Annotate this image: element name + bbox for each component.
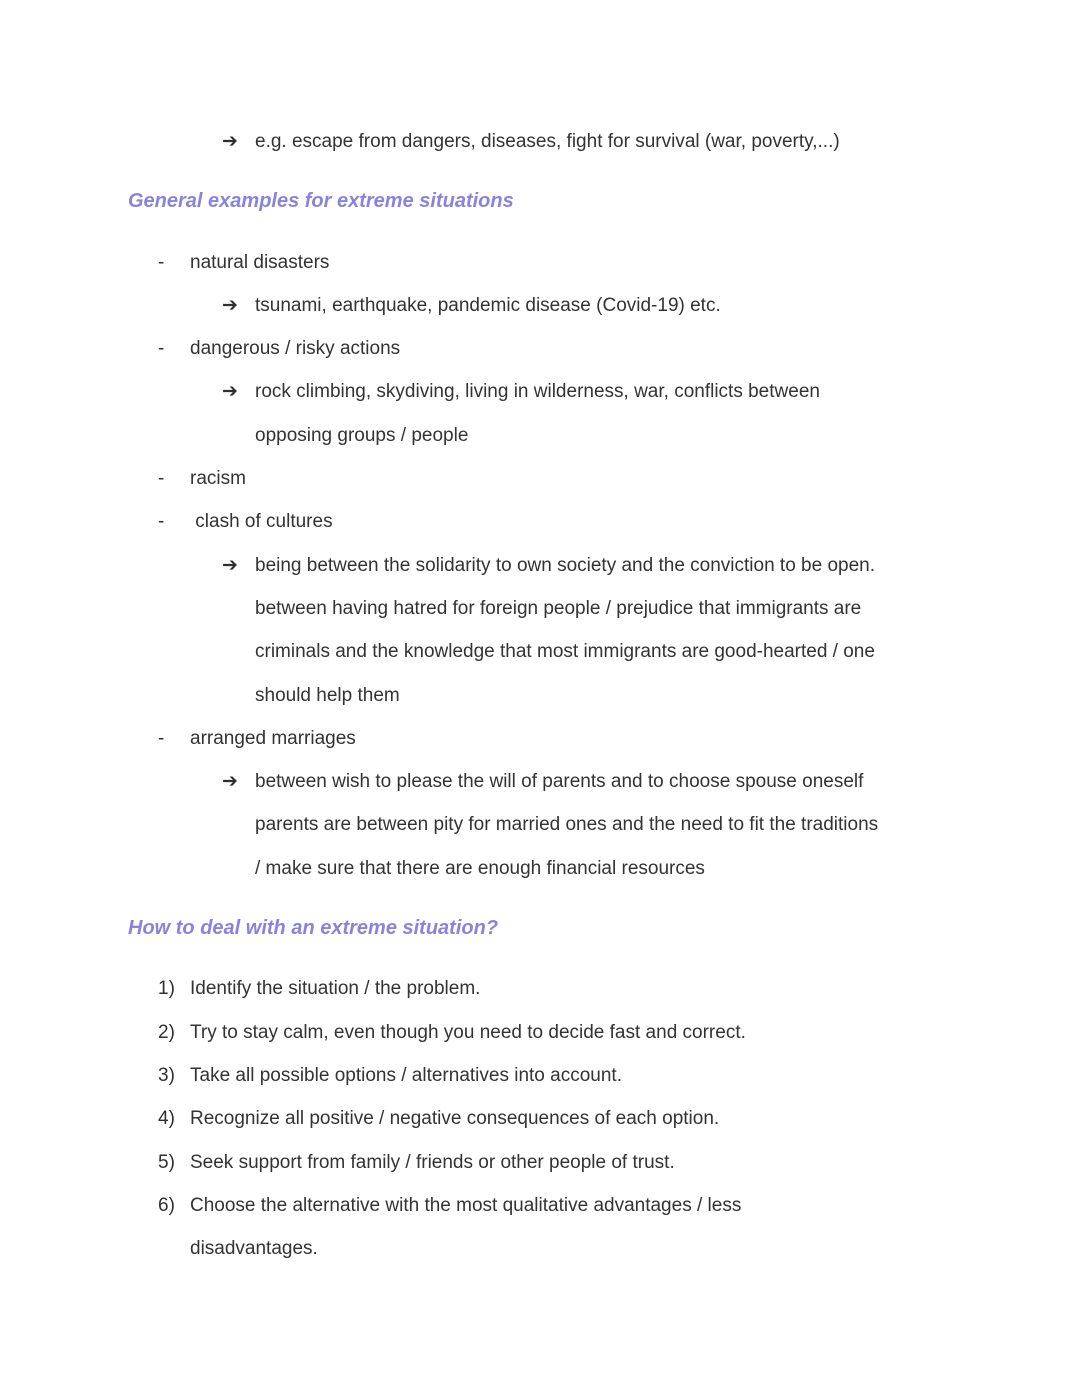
step-item [128,967,952,1010]
dash-bullet: - [158,468,165,490]
step-item [128,1184,952,1271]
list-item-racism [128,457,952,500]
list-item-dangerous-actions [128,327,952,370]
step-text: Recognize all positive / negative consequences of each option. [190,1108,720,1130]
detail-text: tsunami, earthquake, pandemic disease (Covid-19) etc. [255,294,721,316]
arrow-bullet-icon: ➔ [222,554,238,576]
step-text: Seek support from family / friends or other people of trust. [190,1151,675,1173]
list-item-natural-disasters [128,241,952,284]
list-item-arranged-marriages [128,717,952,760]
heading-general-examples: General examples for extreme situations [128,190,514,213]
intro-text: e.g. escape from dangers, diseases, fight for survival (war, poverty,...) [255,131,840,152]
step-number: 3) [158,1064,175,1086]
step-item [128,1011,952,1054]
intro-arrow-item [128,120,952,163]
detail-item [128,284,952,327]
arrow-bullet-icon: ➔ [222,381,238,403]
dash-bullet: - [158,338,165,360]
step-number: 6) [158,1194,175,1216]
step-number: 1) [158,978,175,1000]
list-item-clash-of-cultures [128,500,952,543]
item-label: dangerous / risky actions [190,338,401,360]
examples-list [128,241,952,890]
arrow-bullet-icon: ➔ [222,131,238,152]
arrow-bullet-icon: ➔ [222,771,238,793]
item-label: natural disasters [190,251,330,273]
step-number: 5) [158,1151,175,1173]
step-text: Try to stay calm, even though you need to decide fast and correct. [190,1021,746,1043]
item-label: arranged marriages [190,727,356,749]
arrow-bullet-icon: ➔ [222,294,238,316]
dash-bullet: - [158,251,165,273]
dash-bullet: - [158,511,165,533]
detail-text: between wish to please the will of parents and to choose spouse oneself parents are between pity for married ones and the need to fit the traditions / make sure that there are enough financial resources [255,771,884,879]
heading-how-to-deal: How to deal with an extreme situation? [128,917,499,940]
dash-bullet: - [158,727,165,749]
steps-list [128,967,952,1270]
step-text: Choose the alternative with the most qualitative advantages / less disadvantages. [190,1194,747,1260]
step-text: Take all possible options / alternatives into account. [190,1064,622,1086]
detail-item [128,760,952,890]
detail-text: rock climbing, skydiving, living in wilderness, war, conflicts between opposing groups / people [255,381,826,446]
detail-item [128,370,952,457]
step-item [128,1054,952,1097]
step-number: 4) [158,1108,175,1130]
step-item [128,1097,952,1140]
item-label: clash of cultures [190,511,333,533]
step-number: 2) [158,1021,175,1043]
detail-text: being between the solidarity to own society and the conviction to be open. between having hatred for foreign people / prejudice that immigrants are criminals and the knowledge that most immigrants are good-hearted / one should help them [255,554,881,706]
step-item [128,1141,952,1184]
step-text: Identify the situation / the problem. [190,978,481,1000]
detail-item [128,544,952,717]
item-label: racism [190,468,246,490]
